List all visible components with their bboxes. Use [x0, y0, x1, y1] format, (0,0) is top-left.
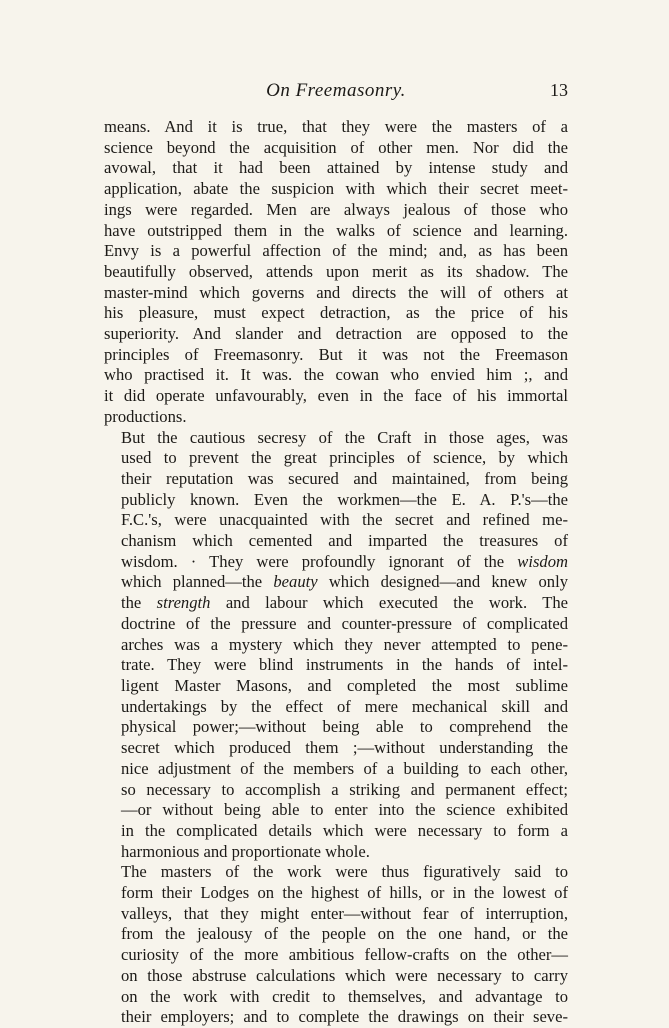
paragraph-1: [104, 117, 568, 428]
text-line: which planned—the beauty which designed—and knew only: [121, 572, 568, 592]
text-line: his pleasure, must expect detraction, as the price of his: [104, 303, 568, 323]
text-line: from the jealousy of the people on the one hand, or the: [121, 924, 568, 944]
text-line: F.C.'s, were unacquainted with the secret and refined me-: [121, 510, 568, 530]
text-line: on the work with credit to themselves, and advantage to: [121, 986, 568, 1006]
text-line: avowal, that it had been attained by intense study and: [104, 158, 568, 178]
body-text: [104, 117, 568, 1028]
text-line: principles of Freemasonry. But it was not the Freemason: [104, 344, 568, 364]
text-line: so necessary to accomplish a striking and permanent effect;: [121, 779, 568, 799]
text-line: it did operate unfavourably, even in the face of his immortal: [104, 386, 568, 406]
text-line: form their Lodges on the highest of hills, or in the lowest of: [121, 883, 568, 903]
running-header: [104, 80, 568, 108]
text-line: nice adjustment of the members of a building to each other,: [121, 758, 568, 778]
text-line: beautifully observed, attends upon merit as its shadow. The: [104, 261, 568, 281]
paragraph-3: [104, 862, 568, 1028]
italic-word: beauty: [273, 572, 318, 592]
italic-word: wisdom: [517, 551, 568, 571]
text-line: their reputation was secured and maintained, from being: [121, 468, 568, 488]
text-line: in the complicated details which were necessary to form a: [121, 820, 568, 840]
text-line: physical power;—without being able to comprehend the: [121, 717, 568, 737]
text-line: curiosity of the more ambitious fellow-crafts on the other—: [121, 945, 568, 965]
text-line: wisdom. · They were profoundly ignorant of the wisdom: [121, 551, 568, 571]
text-line: doctrine of the pressure and counter-pressure of complicated: [121, 613, 568, 633]
text-line: have outstripped them in the walks of science and learning.: [104, 220, 568, 240]
text-line: ligent Master Masons, and completed the most sublime: [121, 675, 568, 695]
text-line: chanism which cemented and imparted the treasures of: [121, 531, 568, 551]
text-line: valleys, that they might enter—without fear of interruption,: [121, 903, 568, 923]
text-line: used to prevent the great principles of science, by which: [121, 448, 568, 468]
paragraph-2: [104, 428, 568, 863]
text-line: arches was a mystery which they never attempted to pene-: [121, 634, 568, 654]
text-line: undertakings by the effect of mere mechanical skill and: [121, 696, 568, 716]
text-line: means. And it is true, that they were the masters of a: [104, 117, 568, 136]
italic-word: strength: [156, 593, 211, 613]
text-line: science beyond the acquisition of other men. Nor did the: [104, 137, 568, 157]
text-line: master-mind which governs and directs the will of others at: [104, 282, 568, 302]
text-line: productions.: [104, 406, 187, 426]
text-line: the strength and labour which executed the work. The: [121, 593, 568, 613]
text-line: publicly known. Even the workmen—the E. A. P.'s—the: [121, 489, 568, 509]
text-line: harmonious and proportionate whole.: [121, 841, 370, 861]
text-line: superiority. And slander and detraction are opposed to the: [104, 324, 568, 344]
text-line: The masters of the work were thus figuratively said to: [121, 862, 568, 882]
text-line: secret which produced them ;—without understanding the: [121, 738, 568, 758]
running-title: On Freemasonry.: [266, 80, 406, 101]
text-line: on those abstruse calculations which were necessary to carry: [121, 965, 568, 985]
text-line: their employers; and to complete the drawings on their seve-: [121, 1007, 568, 1027]
page-number: 13: [550, 80, 568, 100]
text-line: Envy is a powerful affection of the mind; and, as has been: [104, 241, 568, 261]
text-line: who practised it. It was. the cowan who envied him ;, and: [104, 365, 568, 385]
text-line: —or without being able to enter into the science exhibited: [121, 800, 568, 820]
text-line: application, abate the suspicion with which their secret meet-: [104, 179, 568, 199]
text-line: trate. They were blind instruments in the hands of intel-: [121, 655, 568, 675]
text-line: But the cautious secresy of the Craft in those ages, was: [121, 427, 568, 447]
text-line: ings were regarded. Men are always jealous of those who: [104, 199, 568, 219]
